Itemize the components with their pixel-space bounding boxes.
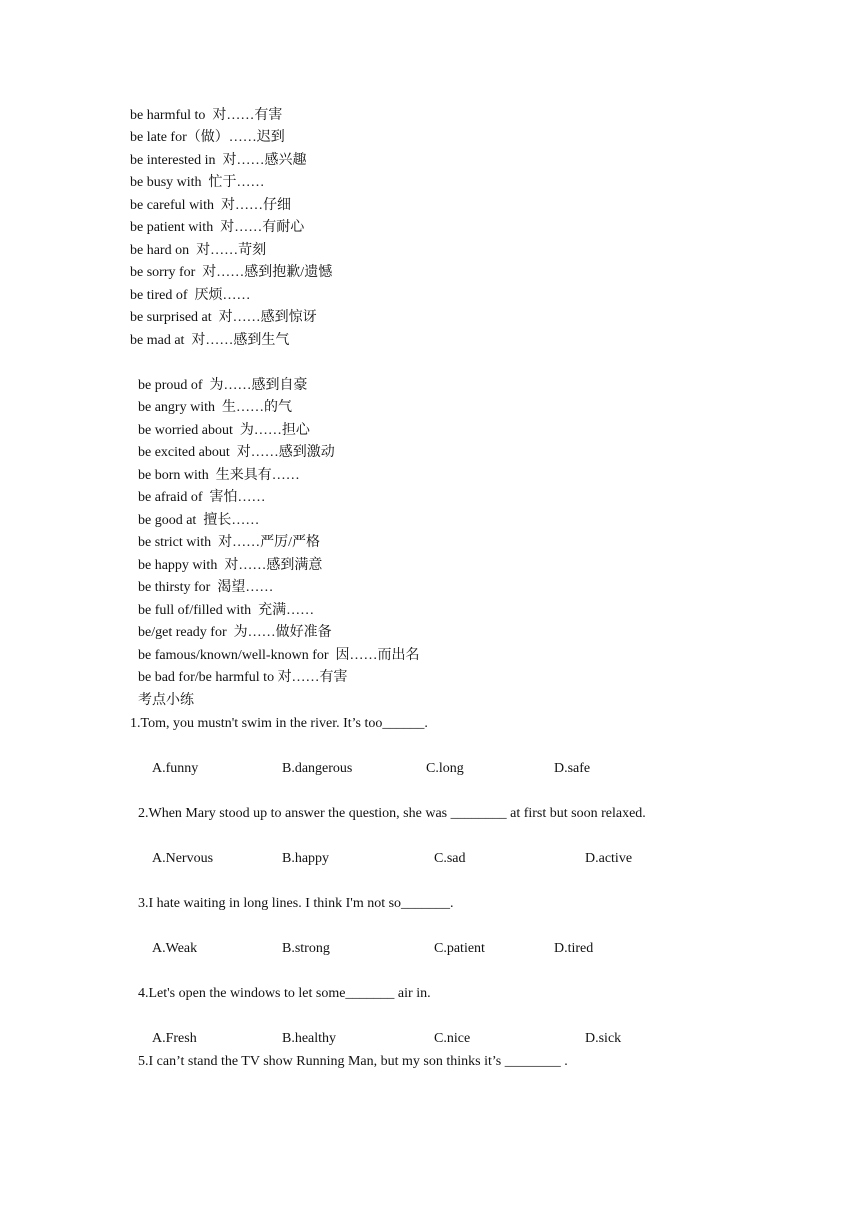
question-stem: 3.I hate waiting in long lines. I think I'm not so_______.	[138, 896, 454, 911]
exercise-title: 考点小练	[138, 693, 194, 708]
phrase-line: be harmful to 对……有害	[130, 108, 283, 123]
answer-option: B.strong	[282, 941, 330, 956]
answer-option: D.safe	[554, 761, 591, 776]
phrase-line: be thirsty for 渴望……	[138, 580, 274, 595]
answer-option: B.happy	[282, 851, 330, 866]
phrase-line: be proud of 为……感到自豪	[138, 378, 308, 393]
phrase-line: be surprised at 对……感到惊讶	[130, 310, 317, 325]
answer-option: D.tired	[554, 941, 594, 956]
answer-option: A.funny	[152, 761, 199, 776]
phrase-line: be careful with 对……仔细	[130, 198, 291, 213]
phrase-line: be hard on 对……苛刻	[130, 243, 267, 258]
phrase-line: be worried about 为……担心	[138, 423, 310, 438]
answer-option: A.Nervous	[152, 851, 214, 866]
phrase-line: be tired of 厌烦……	[130, 288, 251, 303]
question-stem: 4.Let's open the windows to let some_______ air in.	[138, 986, 431, 1001]
answer-option: C.long	[426, 761, 464, 776]
phrase-line: be good at 擅长……	[138, 513, 260, 528]
question-stem: 1.Tom, you mustn't swim in the river. It’s too______.	[130, 716, 428, 731]
phrase-line: be strict with 对……严厉/严格	[138, 535, 320, 550]
phrase-line: be late for（做）……迟到	[130, 130, 285, 145]
phrase-line: be sorry for 对……感到抱歉/遗憾	[130, 265, 333, 280]
phrase-line: be born with 生来具有……	[138, 468, 300, 483]
phrase-line: be excited about 对……感到激动	[138, 445, 335, 460]
phrase-line: be mad at 对……感到生气	[130, 333, 290, 348]
answer-option: B.healthy	[282, 1031, 337, 1046]
answer-option: C.patient	[434, 941, 485, 956]
phrase-line: be famous/known/well-known for 因……而出名	[138, 648, 420, 663]
answer-option: B.dangerous	[282, 761, 353, 776]
phrase-line: be full of/filled with 充满……	[138, 603, 315, 618]
phrase-line: be/get ready for 为……做好准备	[138, 625, 332, 640]
answer-option: D.active	[585, 851, 633, 866]
answer-option: A.Weak	[152, 941, 198, 956]
phrase-line: be happy with 对……感到满意	[138, 558, 323, 573]
answer-option: C.sad	[434, 851, 466, 866]
question-stem: 2.When Mary stood up to answer the question, she was ________ at first but soon relaxed.	[138, 806, 646, 821]
answer-option: D.sick	[585, 1031, 622, 1046]
answer-option: A.Fresh	[152, 1031, 197, 1046]
phrase-line: be interested in 对……感兴趣	[130, 153, 307, 168]
phrase-line: be angry with 生……的气	[138, 400, 292, 415]
question-stem: 5.I can’t stand the TV show Running Man, but my son thinks it’s ________ .	[138, 1054, 568, 1069]
phrase-line: be patient with 对……有耐心	[130, 220, 305, 235]
phrase-line: be bad for/be harmful to 对……有害	[138, 670, 348, 685]
phrase-line: be afraid of 害怕……	[138, 490, 266, 505]
phrase-line: be busy with 忙于……	[130, 175, 265, 190]
answer-option: C.nice	[434, 1031, 471, 1046]
